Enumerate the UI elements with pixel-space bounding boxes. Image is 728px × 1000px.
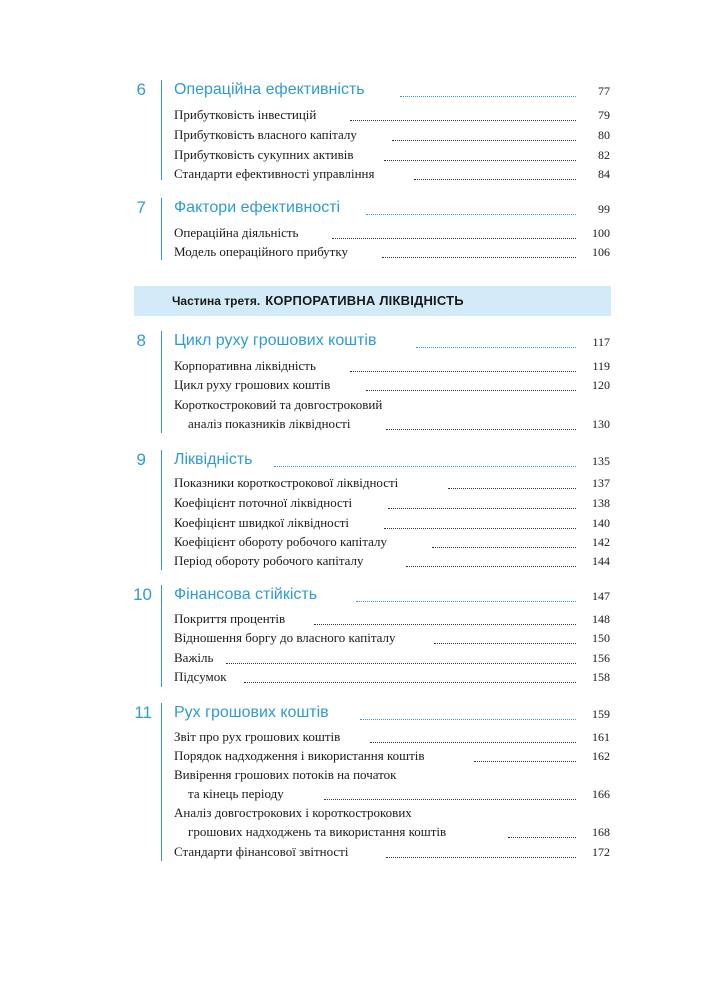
- entry-title: Важіль: [174, 650, 214, 665]
- toc-entry[interactable]: [174, 376, 610, 394]
- entry-title: Коефіцієнт обороту робочого капіталу: [174, 534, 387, 549]
- chapter-page: 159: [592, 707, 610, 721]
- entry-page: 79: [598, 108, 610, 122]
- entry-page: 144: [592, 554, 610, 568]
- entry-page: 162: [592, 749, 610, 763]
- entry-title-continued: аналіз показників ліквідності: [188, 416, 351, 431]
- chapter-number: 11: [134, 703, 152, 722]
- dot-leader: [366, 390, 576, 391]
- chapter-divider: [161, 585, 162, 687]
- chapter-page: 147: [592, 589, 610, 603]
- entry-page: 106: [592, 245, 610, 259]
- entry-title: Операційна діяльність: [174, 225, 299, 240]
- dot-leader: [244, 682, 576, 683]
- chapter-divider: [161, 450, 162, 570]
- dot-leader: [382, 257, 576, 258]
- dot-leader: [314, 624, 576, 625]
- dot-leader: [274, 466, 576, 467]
- toc-entry[interactable]: [174, 533, 610, 551]
- entry-title: Аналіз довгострокових і короткострокових: [174, 805, 412, 820]
- entry-page: 138: [592, 496, 610, 510]
- entry-page: 140: [592, 516, 610, 530]
- entry-title: Корпоративна ліквідність: [174, 358, 316, 373]
- entry-page: 148: [592, 612, 610, 626]
- entry-title: Відношення боргу до власного капіталу: [174, 630, 396, 645]
- dot-leader: [416, 347, 576, 348]
- entry-page: 84: [598, 167, 610, 181]
- chapter-divider: [161, 331, 162, 433]
- dot-leader: [406, 566, 576, 567]
- chapter-divider: [161, 80, 162, 180]
- chapter-heading[interactable]: [174, 331, 598, 351]
- dot-leader: [360, 719, 576, 720]
- entry-title: Короткостроковий та довгостроковий: [174, 397, 383, 412]
- part-heading: [172, 293, 464, 309]
- toc-entry[interactable]: [174, 396, 610, 434]
- entry-page: 156: [592, 651, 610, 665]
- entry-title: Стандарти ефективності управління: [174, 166, 375, 181]
- chapter-number: 10: [133, 585, 152, 604]
- entry-page: 158: [592, 670, 610, 684]
- chapter-divider: [161, 703, 162, 861]
- toc-entry[interactable]: [174, 514, 610, 532]
- entry-title: Звіт про рух грошових коштів: [174, 729, 341, 744]
- entry-page: 172: [592, 845, 610, 859]
- chapter-title: Операційна ефективність: [174, 81, 365, 98]
- entry-page: 150: [592, 631, 610, 645]
- toc-entry[interactable]: [174, 649, 610, 667]
- toc-entry[interactable]: [174, 494, 610, 512]
- entry-page: 142: [592, 535, 610, 549]
- entry-title: Порядок надходження і використання коштів: [174, 748, 425, 763]
- dot-leader: [350, 120, 576, 121]
- entry-title: Прибутковість інвестицій: [174, 107, 317, 122]
- entry-page: 168: [592, 825, 610, 839]
- dot-leader: [508, 837, 576, 838]
- chapter-heading[interactable]: [174, 450, 598, 470]
- toc-entry[interactable]: [174, 165, 610, 183]
- entry-page: 166: [592, 787, 610, 801]
- entry-page: 100: [592, 226, 610, 240]
- chapter-page: 99: [598, 202, 610, 216]
- chapter-page: 135: [592, 454, 610, 468]
- toc-entry[interactable]: [174, 629, 610, 647]
- toc-entry[interactable]: [174, 843, 610, 861]
- toc-entry[interactable]: [174, 610, 610, 628]
- chapter-number: 6: [136, 80, 146, 99]
- entry-page: 161: [592, 730, 610, 744]
- part-banner: [134, 286, 611, 316]
- entry-title: Прибутковість сукупних активів: [174, 147, 354, 162]
- chapter-page: 117: [592, 335, 610, 349]
- chapter-title: Рух грошових коштів: [174, 704, 329, 721]
- dot-leader: [226, 663, 576, 664]
- part-label: Частина третя.: [172, 294, 261, 308]
- entry-title: Період обороту робочого капіталу: [174, 553, 364, 568]
- toc-entry[interactable]: [174, 126, 610, 144]
- entry-title: Прибутковість власного капіталу: [174, 127, 357, 142]
- toc-entry[interactable]: [174, 474, 610, 492]
- chapter-title: Цикл руху грошових коштів: [174, 332, 377, 349]
- entry-page: 119: [592, 359, 610, 373]
- entry-title: Покриття процентів: [174, 611, 286, 626]
- entry-page: 130: [592, 417, 610, 431]
- entry-title: Коефіцієнт швидкої ліквідності: [174, 515, 350, 530]
- toc-entry[interactable]: [174, 766, 610, 804]
- dot-leader: [350, 371, 576, 372]
- dot-leader: [434, 643, 576, 644]
- toc-entry[interactable]: [174, 747, 610, 765]
- entry-page: 137: [592, 476, 610, 490]
- chapter-number: 8: [136, 331, 146, 350]
- entry-page: 82: [598, 148, 610, 162]
- entry-title: Модель операційного прибутку: [174, 244, 348, 259]
- toc-entry[interactable]: [174, 804, 610, 842]
- entry-title-continued: грошових надходжень та використання коштів: [188, 824, 447, 839]
- dot-leader: [448, 488, 576, 489]
- dot-leader: [384, 528, 576, 529]
- entry-page: 120: [592, 378, 610, 392]
- dot-leader: [474, 761, 576, 762]
- dot-leader: [356, 601, 576, 602]
- chapter-number: 9: [136, 450, 146, 469]
- chapter-heading[interactable]: [174, 585, 598, 605]
- toc-entry[interactable]: [174, 668, 610, 686]
- dot-leader: [370, 742, 576, 743]
- entry-title: Цикл руху грошових коштів: [174, 377, 331, 392]
- dot-leader: [392, 140, 576, 141]
- chapter-title: Фактори ефективності: [174, 199, 341, 216]
- dot-leader: [366, 214, 576, 215]
- dot-leader: [324, 799, 576, 800]
- toc-entry[interactable]: [174, 106, 610, 124]
- dot-leader: [384, 160, 576, 161]
- dot-leader: [414, 179, 576, 180]
- entry-title: Стандарти фінансової звітності: [174, 844, 349, 859]
- dot-leader: [386, 857, 576, 858]
- entry-title: Підсумок: [174, 669, 227, 684]
- chapter-heading[interactable]: [174, 198, 598, 218]
- entry-title: Вивірення грошових потоків на початок: [174, 767, 397, 782]
- chapter-number: 7: [136, 198, 146, 217]
- entry-title: Показники короткострокової ліквідності: [174, 475, 399, 490]
- toc-entry[interactable]: [174, 552, 610, 570]
- dot-leader: [332, 238, 576, 239]
- chapter-page: 77: [598, 84, 610, 98]
- chapter-divider: [161, 198, 162, 260]
- dot-leader: [388, 508, 576, 509]
- toc-entry[interactable]: [174, 146, 610, 164]
- chapter-heading[interactable]: [174, 703, 598, 723]
- entry-title-continued: та кінець періоду: [188, 786, 284, 801]
- part-title: КОРПОРАТИВНА ЛІКВІДНІСТЬ: [265, 293, 464, 308]
- entry-title: Коефіцієнт поточної ліквідності: [174, 495, 353, 510]
- toc-entry[interactable]: [174, 357, 610, 375]
- dot-leader: [400, 96, 576, 97]
- toc-entry[interactable]: [174, 728, 610, 746]
- dot-leader: [432, 547, 576, 548]
- chapter-heading[interactable]: [174, 80, 598, 100]
- toc-entry[interactable]: [174, 243, 610, 261]
- chapter-title: Ліквідність: [174, 451, 253, 468]
- chapter-title: Фінансова стійкість: [174, 586, 318, 603]
- toc-entry[interactable]: [174, 224, 610, 242]
- dot-leader: [386, 429, 576, 430]
- entry-page: 80: [598, 128, 610, 142]
